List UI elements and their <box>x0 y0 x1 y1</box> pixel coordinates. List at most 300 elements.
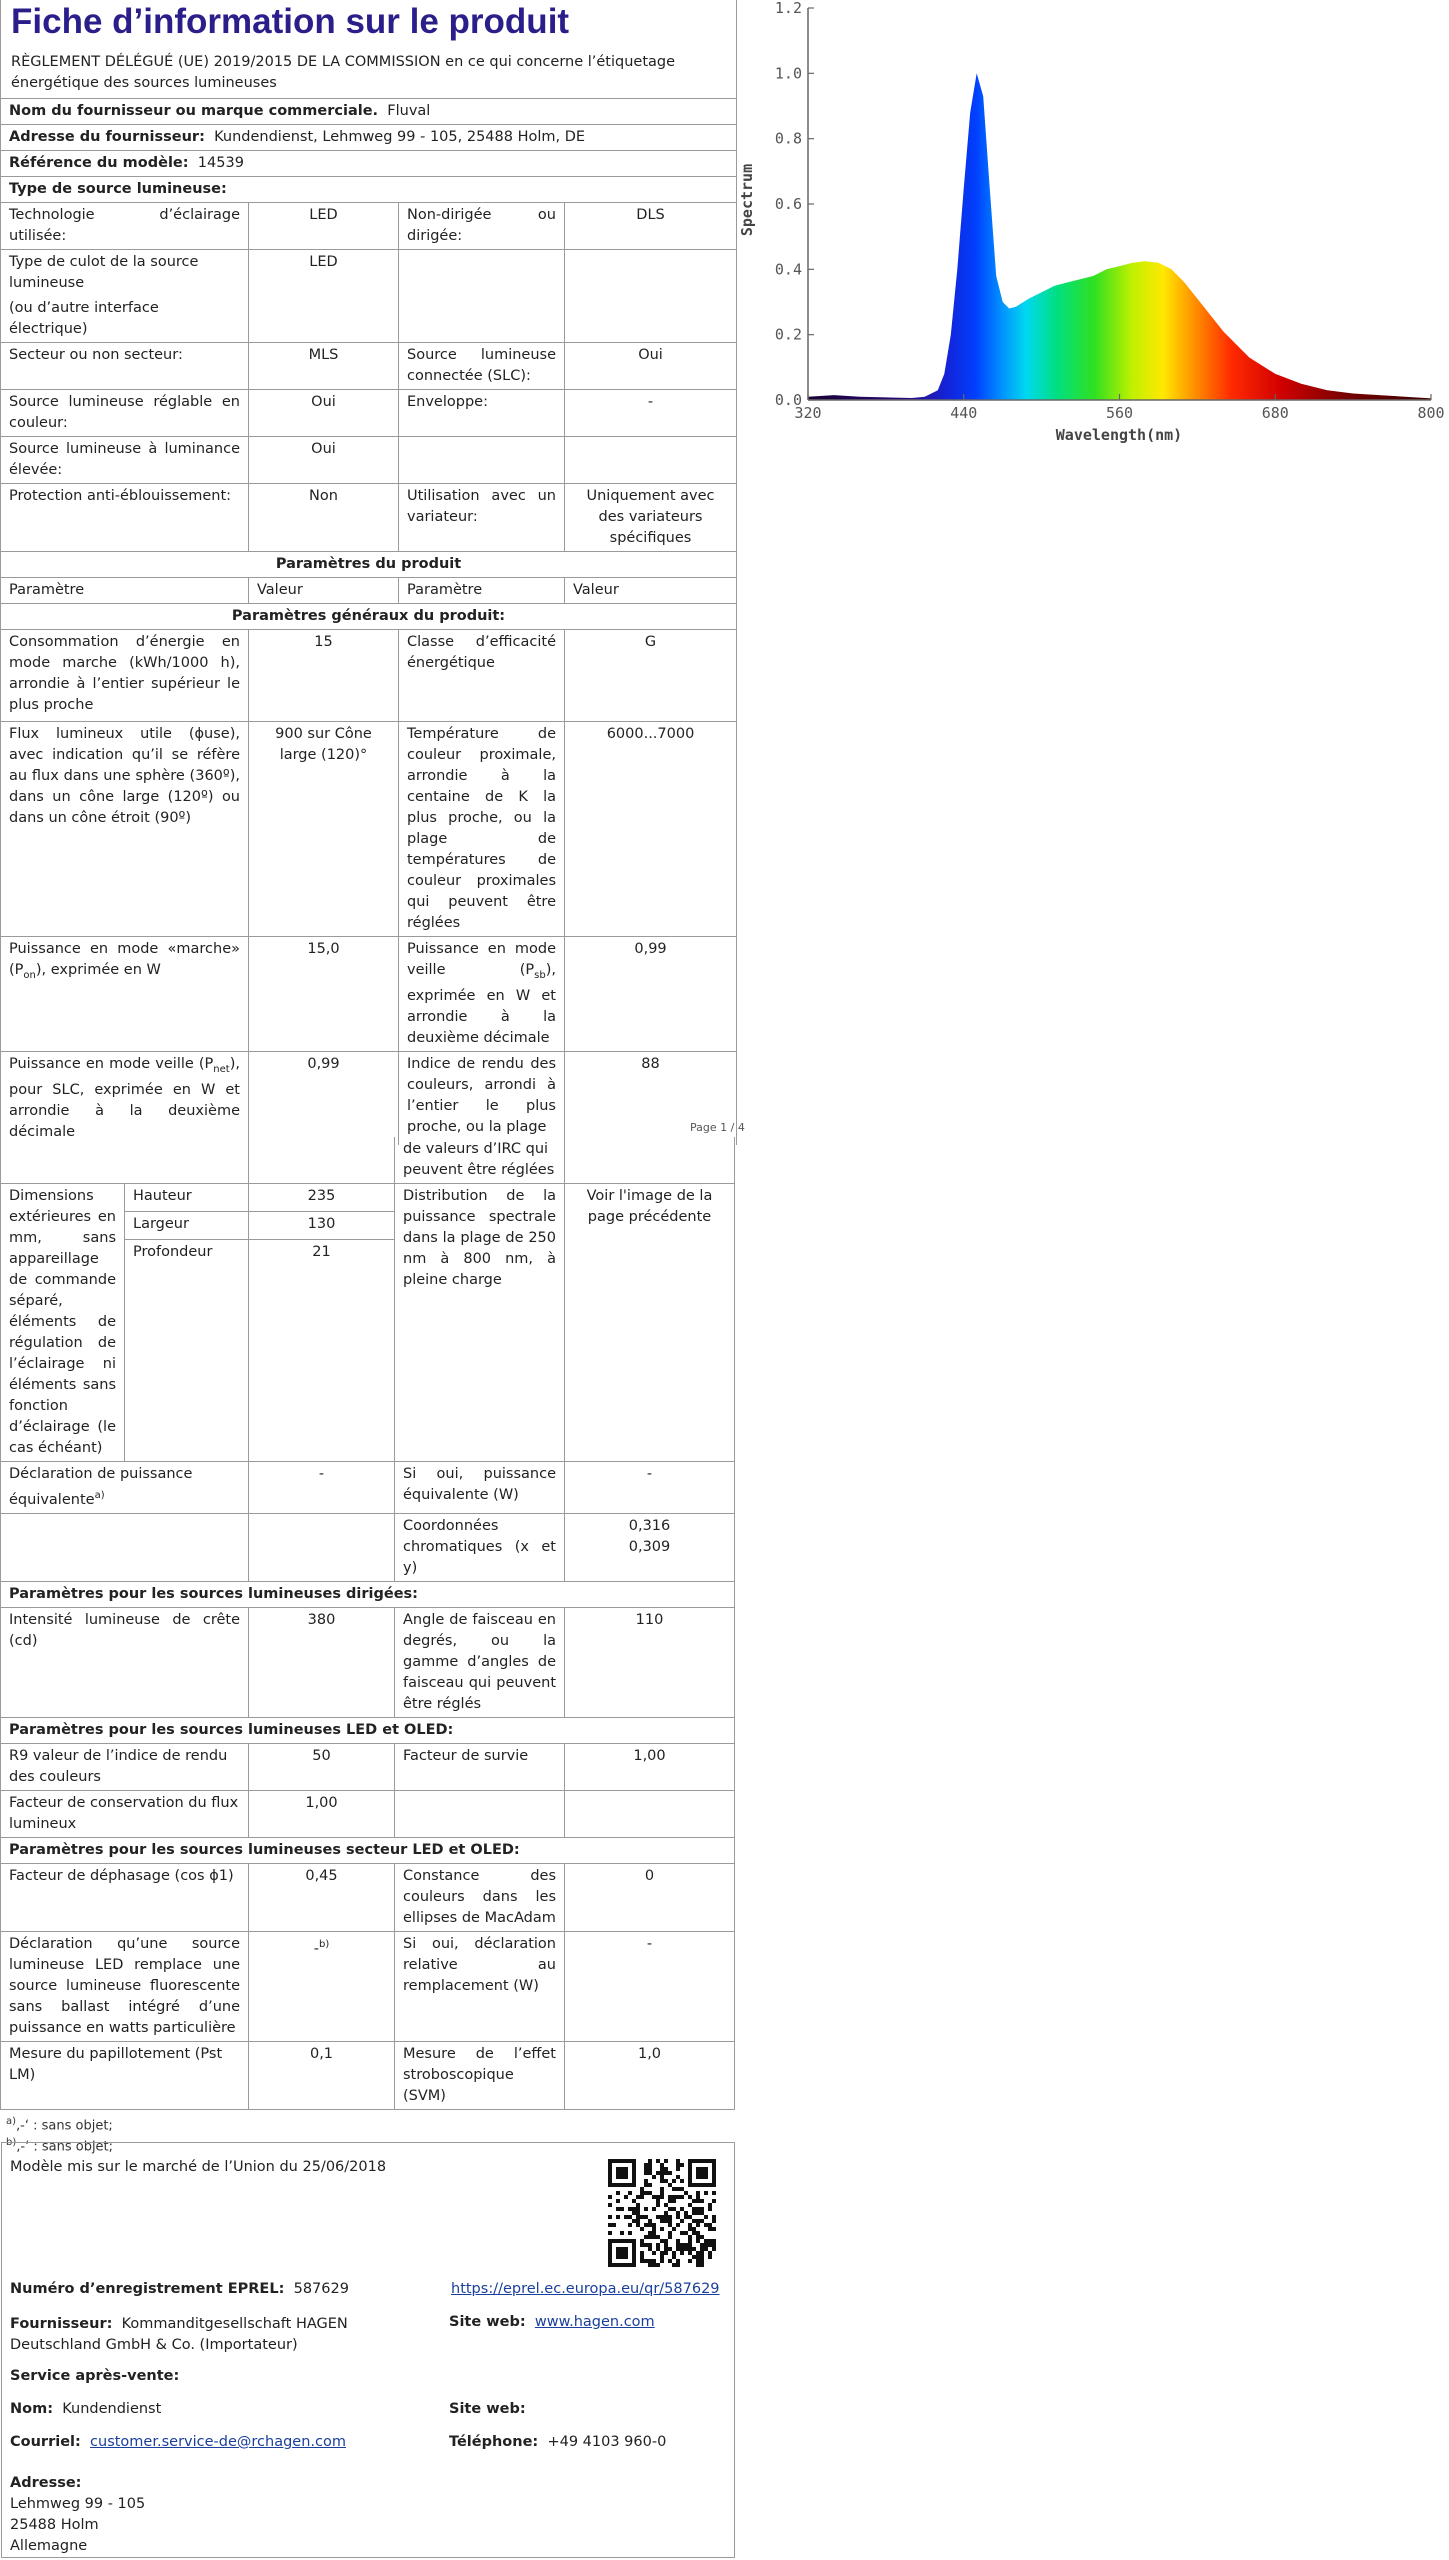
strobo-value: 1,0 <box>565 2041 735 2109</box>
qr-module <box>620 2207 624 2211</box>
qr-module <box>672 2187 676 2191</box>
qr-module <box>616 2207 620 2211</box>
supplier-address-value: Kundendienst, Lehmweg 99 - 105, 25488 Holm, DE <box>214 129 586 145</box>
y-tick-label: 1.0 <box>774 64 802 83</box>
cell-label: Secteur ou non secteur: <box>1 343 249 390</box>
qr-module <box>648 2235 652 2239</box>
qr-module <box>644 2243 648 2247</box>
qr-module <box>712 2167 716 2171</box>
qr-module <box>700 2255 704 2259</box>
qr-module <box>620 2247 624 2251</box>
footnote-a-text: ‚-‘ : sans objet; <box>16 2118 113 2134</box>
qr-module <box>712 2175 716 2179</box>
eprel-number <box>10 2281 349 2297</box>
qr-module <box>644 2171 648 2175</box>
qr-module <box>644 2223 648 2227</box>
qr-module <box>624 2215 628 2219</box>
qr-module <box>696 2167 700 2171</box>
qr-module <box>664 2215 668 2219</box>
qr-module <box>700 2247 704 2251</box>
qr-module <box>692 2183 696 2187</box>
cell-label <box>399 937 565 1052</box>
qr-module <box>712 2171 716 2175</box>
qr-module <box>688 2179 692 2183</box>
cell-value: Non <box>249 484 399 552</box>
qr-module <box>664 2171 668 2175</box>
qr-module <box>688 2167 692 2171</box>
qr-module <box>616 2183 620 2187</box>
qr-module <box>696 2231 700 2235</box>
table-row <box>1 1607 735 1717</box>
qr-module <box>680 2163 684 2167</box>
qr-module <box>668 2259 672 2263</box>
qr-module <box>712 2219 716 2223</box>
qr-module <box>620 2231 624 2235</box>
qr-module <box>708 2223 712 2227</box>
qr-module <box>664 2211 668 2215</box>
qr-module <box>708 2227 712 2231</box>
qr-module <box>656 2203 660 2207</box>
qr-module <box>640 2187 644 2191</box>
qr-module <box>628 2159 632 2163</box>
qr-module <box>688 2259 692 2263</box>
qr-module <box>628 2183 632 2187</box>
cell-label <box>1 1051 249 1144</box>
qr-module <box>648 2163 652 2167</box>
qr-module <box>700 2235 704 2239</box>
standby-sub: sb <box>534 969 546 981</box>
qr-module <box>608 2195 612 2199</box>
table-row <box>1 1137 735 1184</box>
chroma-y: 0,309 <box>628 1538 671 1555</box>
qr-module <box>692 2255 696 2259</box>
qr-module <box>660 2171 664 2175</box>
address-line: 25488 Holm <box>10 2517 99 2533</box>
replace-label: Déclaration qu’une source lumineuse LED remplace une source lumineuse fluorescente sans ballast intégré d’une puissance en watts particulière <box>1 1931 249 2041</box>
qr-module <box>660 2227 664 2231</box>
net-standby-sub: net <box>213 1063 230 1075</box>
cell-empty <box>249 1137 395 1184</box>
qr-module <box>664 2203 668 2207</box>
cell-label: Enveloppe: <box>399 390 565 437</box>
qr-module <box>712 2183 716 2187</box>
eprel-value: 587629 <box>293 2281 349 2297</box>
regulation-text: RÈGLEMENT DÉLÉGUÉ (UE) 2019/2015 DE LA COMMISSION en ce qui concerne l’étiquetage énergétique des sources lumineuses <box>11 54 676 91</box>
qr-module <box>644 2207 648 2211</box>
qr-module <box>684 2247 688 2251</box>
qr-module <box>648 2263 652 2267</box>
qr-module <box>636 2207 640 2211</box>
model-row <box>1 151 737 177</box>
qr-module <box>692 2207 696 2211</box>
y-tick-label: 1.2 <box>774 0 802 17</box>
general-params-heading: Paramètres généraux du produit: <box>1 604 737 630</box>
qr-module <box>688 2223 692 2227</box>
r9-value: 50 <box>249 1743 395 1790</box>
supplier-name-row <box>1 99 737 125</box>
qr-module <box>688 2247 692 2251</box>
qr-module <box>660 2167 664 2171</box>
cell-label <box>399 437 565 484</box>
on-power-label-c: ), exprimée en W <box>35 962 161 978</box>
qr-module <box>624 2195 628 2199</box>
qr-module <box>632 2263 636 2267</box>
cell-label: Température de couleur proximale, arrondie à la centaine de K la plus proche, ou la plage de températures de couleur proximales qui peuvent être réglées <box>399 722 565 937</box>
qr-module <box>696 2207 700 2211</box>
qr-module <box>704 2183 708 2187</box>
qr-module <box>656 2247 660 2251</box>
qr-module <box>660 2175 664 2179</box>
qr-module <box>696 2211 700 2215</box>
qr-module <box>696 2251 700 2255</box>
qr-module <box>628 2191 632 2195</box>
qr-module <box>648 2231 652 2235</box>
table-row <box>1 630 737 722</box>
supplier-info <box>10 2314 440 2356</box>
qr-module <box>608 2167 612 2171</box>
qr-module <box>672 2227 676 2231</box>
footnote-b-sup: b) <box>6 2137 17 2149</box>
replace-rel-value: - <box>565 1931 735 2041</box>
qr-module <box>632 2183 636 2187</box>
cell-empty <box>1 1513 249 1581</box>
qr-module <box>688 2171 692 2175</box>
page-title: Fiche d’information sur le produit <box>11 2 570 41</box>
cell-empty <box>565 1137 735 1184</box>
net-standby-label-c: ), pour SLC, exprimée en W et arrondie à la deuxième décimale <box>9 1055 240 1140</box>
cap-type-label-note: (ou d’autre interface électrique) <box>9 300 159 337</box>
qr-module <box>712 2215 716 2219</box>
chroma-x: 0,316 <box>628 1517 671 1534</box>
qr-module <box>652 2175 656 2179</box>
qr-module <box>688 2175 692 2179</box>
qr-module <box>624 2251 628 2255</box>
qr-module <box>688 2235 692 2239</box>
qr-module <box>656 2159 660 2163</box>
website-row <box>449 2314 655 2330</box>
qr-module <box>676 2167 680 2171</box>
service-name <box>10 2401 161 2417</box>
qr-module <box>608 2259 612 2263</box>
qr-module <box>652 2235 656 2239</box>
qr-module <box>700 2207 704 2211</box>
qr-module <box>608 2243 612 2247</box>
qr-module <box>628 2231 632 2235</box>
qr-module <box>640 2227 644 2231</box>
table-row <box>1 2041 735 2109</box>
phone-label: Téléphone: <box>449 2434 539 2450</box>
qr-module <box>620 2263 624 2267</box>
qr-module <box>676 2215 680 2219</box>
table-row <box>1 1931 735 2041</box>
qr-module <box>632 2255 636 2259</box>
qr-module <box>676 2247 680 2251</box>
qr-code <box>608 2159 716 2267</box>
equiv-power-value: - <box>565 1462 735 1514</box>
peak-label: Intensité lumineuse de crête (cd) <box>1 1607 249 1717</box>
eprel-link[interactable]: https://eprel.ec.europa.eu/qr/587629 <box>451 2281 720 2297</box>
qr-module <box>608 2255 612 2259</box>
qr-module <box>712 2179 716 2183</box>
height-label: Hauteur <box>125 1184 249 1212</box>
qr-module <box>652 2195 656 2199</box>
peak-value: 380 <box>249 1607 395 1717</box>
qr-module <box>620 2167 624 2171</box>
col-header-param: Paramètre <box>1 578 249 604</box>
model-label: Référence du modèle: <box>9 155 189 171</box>
qr-module <box>616 2263 620 2267</box>
service-heading: Service après-vente: <box>10 2368 180 2384</box>
qr-module <box>628 2239 632 2243</box>
qr-module <box>704 2243 708 2247</box>
mains-heading: Paramètres pour les sources lumineuses secteur LED et OLED: <box>1 1837 735 1863</box>
qr-module <box>700 2259 704 2263</box>
qr-module <box>700 2199 704 2203</box>
qr-module <box>696 2171 700 2175</box>
cell-label: Source lumineuse réglable en couleur: <box>1 390 249 437</box>
footnote-a <box>6 2116 737 2133</box>
qr-module <box>616 2251 620 2255</box>
qr-module <box>664 2239 668 2243</box>
qr-module <box>688 2251 692 2255</box>
height-value: 235 <box>249 1184 395 1212</box>
qr-module <box>712 2239 716 2243</box>
qr-module <box>616 2171 620 2175</box>
qr-module <box>676 2159 680 2163</box>
qr-module <box>608 2223 612 2227</box>
equiv-sup: a) <box>94 1490 105 1501</box>
cell-label: Classe d’efficacité énergétique <box>399 630 565 722</box>
qr-module <box>692 2211 696 2215</box>
qr-module <box>664 2179 668 2183</box>
cell-value <box>565 437 737 484</box>
standby-label-a: Puissance en mode veille (P <box>407 941 556 978</box>
qr-module <box>660 2219 664 2223</box>
qr-module <box>696 2219 700 2223</box>
qr-module <box>628 2223 632 2227</box>
cell-value: Uniquement avec des variateurs spécifiques <box>565 484 737 552</box>
qr-module <box>648 2171 652 2175</box>
qr-module <box>632 2159 636 2163</box>
page1 <box>0 0 737 1145</box>
qr-module <box>608 2163 612 2167</box>
qr-module <box>680 2247 684 2251</box>
qr-module <box>712 2163 716 2167</box>
address-label: Adresse: <box>10 2475 82 2491</box>
qr-module <box>708 2239 712 2243</box>
params-column-headers <box>1 578 737 604</box>
website-link[interactable]: www.hagen.com <box>534 2314 655 2330</box>
qr-module <box>660 2251 664 2255</box>
service-name-value: Kundendienst <box>62 2401 162 2417</box>
qr-module <box>696 2175 700 2179</box>
table-row <box>1 1184 735 1212</box>
x-tick-label: 800 <box>1417 404 1445 422</box>
spectrum-area <box>808 73 1431 400</box>
qr-module <box>644 2163 648 2167</box>
qr-module <box>640 2251 644 2255</box>
qr-module <box>676 2243 680 2247</box>
cell-label: Utilisation avec un variateur: <box>399 484 565 552</box>
qr-module <box>640 2239 644 2243</box>
model-value: 14539 <box>197 155 244 171</box>
qr-module <box>632 2243 636 2247</box>
phone-value: +49 4103 960-0 <box>547 2434 667 2450</box>
qr-module <box>612 2223 616 2227</box>
spectrum-chart <box>738 0 1449 452</box>
qr-module <box>612 2183 616 2187</box>
qr-module <box>632 2175 636 2179</box>
qr-module <box>624 2159 628 2163</box>
replace-value-cell <box>249 1931 395 2041</box>
table-row <box>1 1513 735 1581</box>
qr-module <box>644 2191 648 2195</box>
qr-module <box>648 2259 652 2263</box>
qr-module <box>656 2171 660 2175</box>
qr-module <box>700 2211 704 2215</box>
qr-module <box>632 2163 636 2167</box>
qr-module <box>612 2263 616 2267</box>
cell-value: Oui <box>565 343 737 390</box>
chroma-label: Coordonnées chromatiques (x et y) <box>395 1513 565 1581</box>
qr-module <box>652 2251 656 2255</box>
qr-module <box>632 2179 636 2183</box>
qr-module <box>676 2223 680 2227</box>
cell-value <box>565 250 737 343</box>
qr-module <box>632 2247 636 2251</box>
supplier-address-label: Adresse du fournisseur: <box>9 129 205 145</box>
qr-module <box>668 2207 672 2211</box>
qr-module <box>688 2163 692 2167</box>
cri-cont: de valeurs d’IRC qui peuvent être réglées <box>395 1137 565 1184</box>
qr-module <box>680 2187 684 2191</box>
qr-module <box>660 2191 664 2195</box>
qr-module <box>608 2203 612 2207</box>
qr-module <box>700 2183 704 2187</box>
qr-module <box>616 2175 620 2179</box>
qr-module <box>624 2247 628 2251</box>
qr-module <box>644 2179 648 2183</box>
qr-module <box>640 2191 644 2195</box>
qr-module <box>688 2227 692 2231</box>
r9-label: R9 valeur de l’indice de rendu des couleurs <box>1 1743 249 1790</box>
service-name-label: Nom: <box>10 2401 54 2417</box>
chroma-value <box>565 1513 735 1581</box>
qr-module <box>692 2231 696 2235</box>
qr-module <box>696 2199 700 2203</box>
table-row <box>1 390 737 437</box>
qr-module <box>640 2243 644 2247</box>
qr-module <box>648 2167 652 2171</box>
standby-label-c: ), exprimée en W et arrondie à la deuxième décimale <box>407 962 556 1046</box>
qr-module <box>616 2215 620 2219</box>
qr-module <box>700 2251 704 2255</box>
cell-value: 88 <box>565 1051 737 1144</box>
qr-module <box>688 2195 692 2199</box>
qr-module <box>616 2159 620 2163</box>
beam-value: 110 <box>565 1607 735 1717</box>
qr-module <box>672 2199 676 2203</box>
market-date: Modèle mis sur le marché de l’Union du 25/06/2018 <box>10 2159 387 2175</box>
qr-module <box>660 2179 664 2183</box>
qr-module <box>664 2167 668 2171</box>
qr-module <box>660 2195 664 2199</box>
supplier-value: Kommanditgesellschaft HAGEN Deutschland GmbH & Co. (Importateur) <box>10 2316 348 2353</box>
qr-module <box>712 2227 716 2231</box>
qr-module <box>672 2251 676 2255</box>
qr-module <box>616 2247 620 2251</box>
qr-module <box>636 2195 640 2199</box>
supplier-name-value: Fluval <box>387 103 431 119</box>
qr-module <box>708 2159 712 2163</box>
qr-module <box>684 2231 688 2235</box>
qr-module <box>632 2219 636 2223</box>
phase-label: Facteur de déphasage (cos ϕ1) <box>1 1863 249 1931</box>
qr-module <box>648 2191 652 2195</box>
qr-module <box>632 2239 636 2243</box>
cell-empty <box>395 1790 565 1837</box>
qr-module <box>652 2227 656 2231</box>
qr-module <box>680 2179 684 2183</box>
replace-sup: b) <box>318 1938 330 1950</box>
qr-module <box>696 2259 700 2263</box>
cell-label <box>1 937 249 1052</box>
cell-value: DLS <box>565 203 737 250</box>
qr-module <box>668 2183 672 2187</box>
qr-module <box>632 2207 636 2211</box>
qr-module <box>664 2247 668 2251</box>
qr-module <box>672 2179 676 2183</box>
qr-module <box>648 2183 652 2187</box>
qr-module <box>676 2175 680 2179</box>
qr-module <box>660 2255 664 2259</box>
product-sheet-table-continued <box>0 1137 735 2110</box>
qr-module <box>608 2179 612 2183</box>
depth-label: Profondeur <box>125 1240 249 1462</box>
qr-module <box>628 2215 632 2219</box>
col-header-param: Paramètre <box>399 578 565 604</box>
qr-module <box>676 2211 680 2215</box>
cell-label: Protection anti-éblouissement: <box>1 484 249 552</box>
qr-module <box>704 2167 708 2171</box>
led-heading: Paramètres pour les sources lumineuses LED et OLED: <box>1 1717 735 1743</box>
qr-module <box>676 2263 680 2267</box>
qr-module <box>712 2247 716 2251</box>
qr-module <box>700 2263 704 2267</box>
qr-module <box>676 2163 680 2167</box>
qr-module <box>656 2199 660 2203</box>
replace-value: - <box>313 1940 319 1957</box>
macadam-label: Constance des couleurs dans les ellipses de MacAdam <box>395 1863 565 1931</box>
supplier-address-row <box>1 125 737 151</box>
cell-value: G <box>565 630 737 722</box>
qr-module <box>644 2215 648 2219</box>
qr-module <box>636 2211 640 2215</box>
cell-value: 15,0 <box>249 937 399 1052</box>
y-tick-label: 0.6 <box>774 195 802 213</box>
cell-empty <box>249 1513 395 1581</box>
qr-module <box>648 2243 652 2247</box>
qr-module <box>688 2159 692 2163</box>
equiv-label: Déclaration de puissance équivalente <box>9 1466 193 1508</box>
directed-heading: Paramètres pour les sources lumineuses dirigées: <box>1 1581 735 1607</box>
qr-module <box>664 2159 668 2163</box>
x-tick-label: 440 <box>950 404 978 422</box>
email-link[interactable]: customer.service-de@rchagen.com <box>90 2434 346 2450</box>
qr-module <box>696 2239 700 2243</box>
replace-rel-label: Si oui, déclaration relative au remplacement (W) <box>395 1931 565 2041</box>
qr-module <box>672 2255 676 2259</box>
